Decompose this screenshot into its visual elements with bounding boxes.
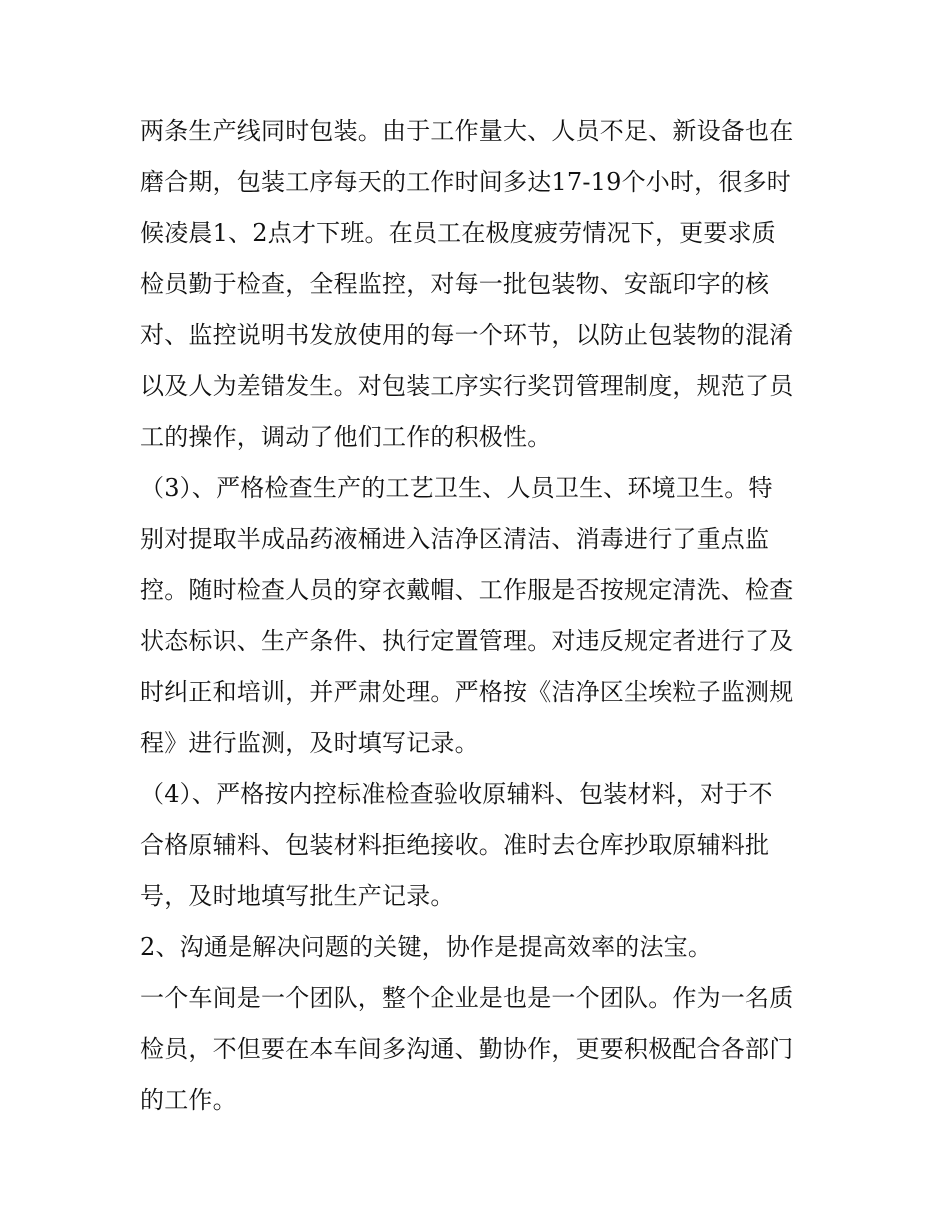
text-line: 时纠正和培训，并严肃处理。严格按《洁净区尘埃粒子监测规 <box>140 678 794 706</box>
text-line: 别对提取半成品药液桶进入洁净区清洁、消毒进行了重点监 <box>140 525 770 553</box>
document-body <box>140 106 820 1126</box>
text-line: 对、监控说明书发放使用的每一个环节，以防止包装物的混淆 <box>140 321 794 349</box>
text-line: 程》进行监测，及时填写记录。 <box>140 729 479 757</box>
text-line: 状态标识、生产条件、执行定置管理。对违反规定者进行了及 <box>140 627 794 655</box>
text-line: 候凌晨1、2点才下班。在员工在极度疲劳情况下，更要求质 <box>140 219 776 247</box>
text-line: （3）、严格检查生产的工艺卫生、人员卫生、环境卫生。特 <box>140 474 773 502</box>
text-line: 两条生产线同时包装。由于工作量大、人员不足、新设备也在 <box>140 117 794 145</box>
text-line: 合格原辅料、包装材料拒绝接收。准时去仓库抄取原辅料批 <box>140 831 770 859</box>
text-line: 工的操作，调动了他们工作的积极性。 <box>140 423 552 451</box>
text-line: 控。随时检查人员的穿衣戴帽、工作服是否按规定清洗、检查 <box>140 576 794 604</box>
text-line: 磨合期，包装工序每天的工作时间多达17-19个小时，很多时 <box>140 168 791 196</box>
text-line: 2、沟通是解决问题的关键，协作是提高效率的法宝。 <box>140 933 713 961</box>
text-line: 的工作。 <box>140 1086 237 1114</box>
text-line: （4）、严格按内控标准检查验收原辅料、包装材料，对于不 <box>140 780 773 808</box>
text-line: 以及人为差错发生。对包装工序实行奖罚管理制度，规范了员 <box>140 372 794 400</box>
text-line: 号，及时地填写批生产记录。 <box>140 882 455 910</box>
text-line: 检员勤于检查，全程监控，对每一批包装物、安瓿印字的核 <box>140 270 770 298</box>
text-line: 一个车间是一个团队，整个企业是也是一个团队。作为一名质 <box>140 984 794 1012</box>
text-line: 检员，不但要在本车间多沟通、勤协作，更要积极配合各部门 <box>140 1035 794 1063</box>
